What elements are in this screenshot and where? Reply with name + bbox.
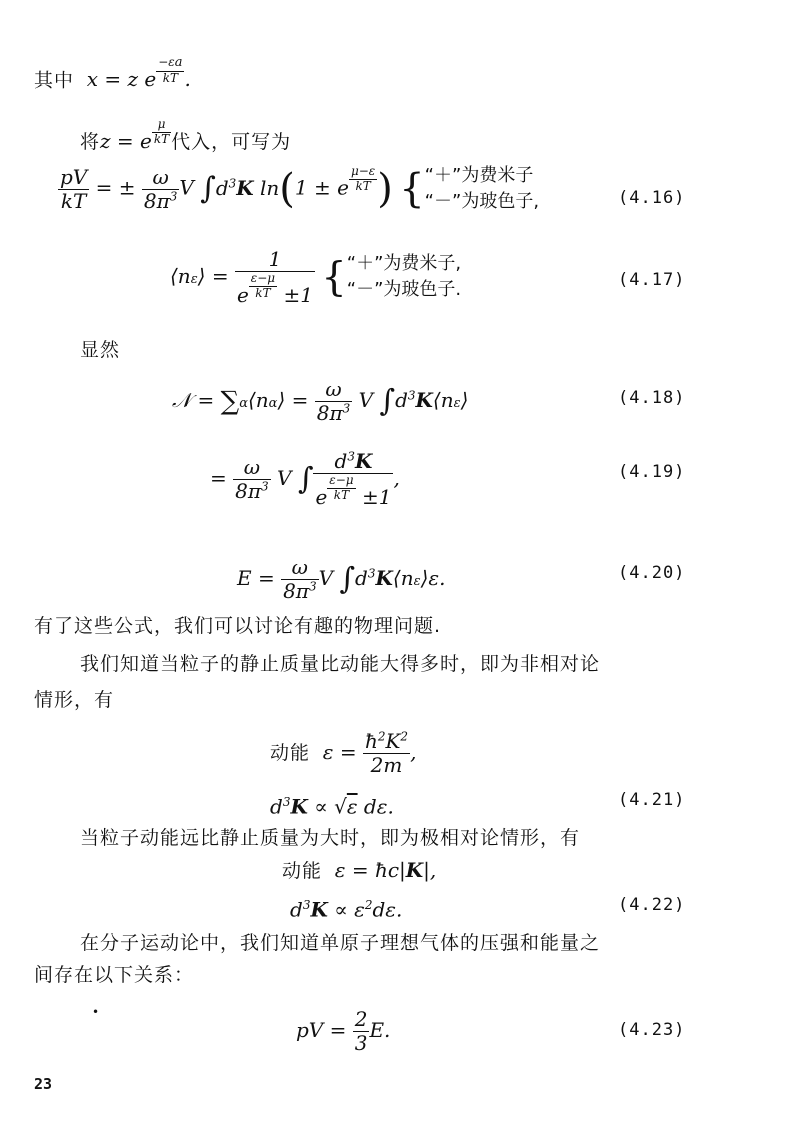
equation-4-23: pV = $\frac{2}{3}$ E.: [296, 1007, 391, 1055]
formula-kinetic-rel: 动能 ε = ħc|K|,: [282, 858, 437, 882]
case-bose: “－”为玻色子,: [424, 191, 540, 212]
equation-4-19: = $\frac{\omega}{8\pi^3}$ V ∫ $d^3K$ e $\frac{\varepsilon-\mu}{kT}$ ±1 ,: [210, 449, 400, 509]
case-bose-2: “－”为玻色子.: [346, 279, 462, 301]
paragraph-2a: 我们知道当粒子的静止质量比动能大得多时，即为非相对论: [80, 653, 601, 675]
paragraph-2b: 情形，有: [34, 689, 115, 711]
eq-number-4-19: (4.19): [618, 462, 686, 482]
case-fermi-2: “＋”为费米子,: [346, 253, 462, 275]
eq-number-4-23: (4.23): [618, 1020, 686, 1040]
equation-4-20: E = $\frac{\omega}{8\pi^3}$ V $\int d^3K⟨n\varepsilon⟩\varepsilon$.: [237, 555, 446, 603]
paragraph-4a: 在分子运动论中，我们知道单原子理想气体的压强和能量之: [80, 932, 601, 954]
text-kinetic: 动能: [270, 742, 311, 764]
equation-4-16: $\frac{pV}{kT}$ = ± $\frac{\omega}{8\pi^3}$ V $\int d^3K$ ln(1 ± e $\frac{\mu-\varepsilon}{kT}$ ) {“＋”为费米子 “－”为玻色子,: [60, 163, 540, 213]
line-substitute: [80, 118, 291, 154]
case-fermi: “＋”为费米子: [424, 165, 534, 186]
eq-number-4-20: (4.20): [618, 563, 686, 583]
formula-x: x = z e $\frac{-\varepsilon a}{kT}$ .: [80, 55, 191, 92]
equation-4-21: $d^3K \propto √\varepsilon$ dε.: [270, 794, 394, 819]
eq-number-4-22: (4.22): [618, 895, 686, 915]
eq-number-4-16: (4.16): [618, 188, 686, 208]
paragraph-3: 当粒子动能远比静止质量为大时，即为极相对论情形，有: [80, 827, 581, 849]
paragraph-1: 有了这些公式，我们可以讨论有趣的物理问题.: [34, 615, 442, 637]
eq-number-4-18: (4.18): [618, 388, 686, 408]
equation-4-17: ⟨nε⟩ = 1 e $\frac{\varepsilon-\mu}{kT}$ ±1 {“＋”为费米子, “－”为玻色子.: [170, 247, 462, 307]
equation-4-18: 𝒩 = ∑α⟨nα⟩ = $\frac{\omega}{8\pi^3}$ V $\int d^3K⟨n\varepsilon⟩$: [172, 377, 469, 425]
text-jiang: 将: [80, 130, 101, 153]
page-number: 23: [34, 1075, 53, 1093]
eq-number-4-17: (4.17): [618, 270, 686, 290]
equation-4-22: $d^3K \propto \varepsilon^2d\varepsilon$.: [290, 897, 403, 922]
formula-kinetic-nonrel: 动能 ε = $\frac{ħ^2K^2}{2m}$ ,: [270, 729, 417, 777]
text-obviously: 显然: [80, 339, 121, 361]
text-substitute: 代入，可写为: [171, 130, 292, 153]
stray-mark: •: [92, 1005, 100, 1019]
formula-z: z = e $\frac{\mu}{kT}$: [100, 117, 170, 153]
text-kinetic-2: 动能: [282, 860, 323, 882]
eq-number-4-21: (4.21): [618, 790, 686, 810]
text-qizhong: 其中: [34, 69, 75, 92]
line-x-def: [34, 56, 191, 92]
paragraph-4b: 间存在以下关系：: [34, 964, 195, 986]
